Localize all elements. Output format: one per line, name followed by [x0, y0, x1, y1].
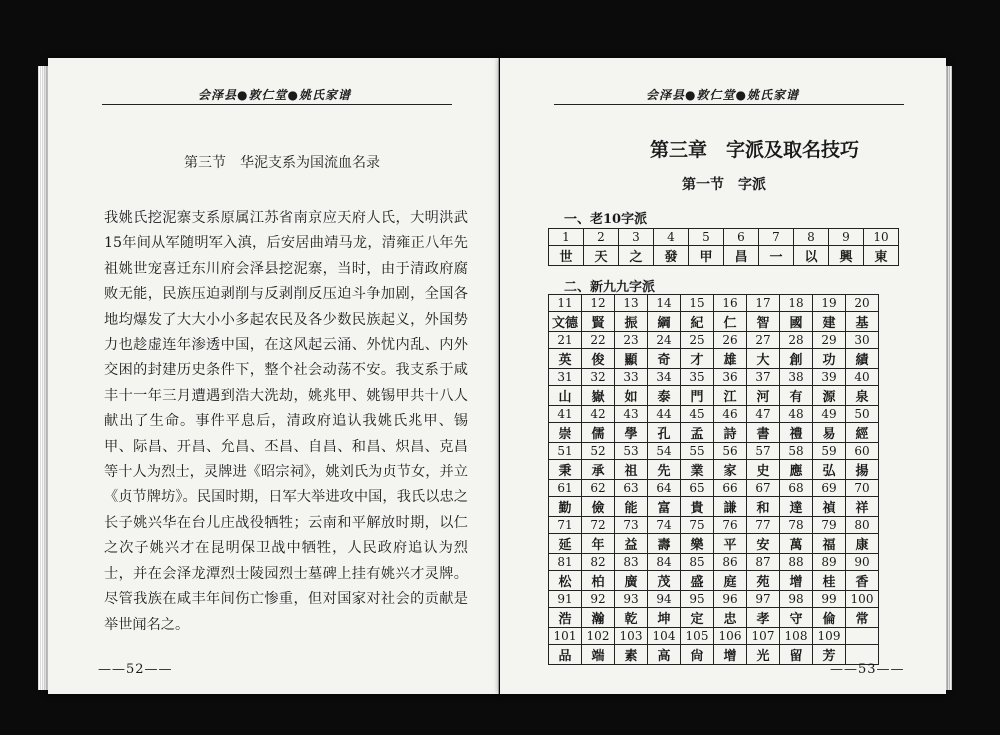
body-text — [104, 206, 468, 638]
number-cell: 98 — [780, 591, 813, 608]
character-cell: 奇 — [648, 349, 681, 369]
number-cell: 17 — [747, 295, 780, 312]
page-header: 会泽县●敦仁堂●姚氏家谱 — [646, 88, 799, 102]
number-cell: 4 — [654, 229, 689, 246]
number-cell: 23 — [615, 332, 648, 349]
character-cell: 儒 — [582, 423, 615, 443]
character-cell: 振 — [615, 312, 648, 332]
character-cell: 廣 — [615, 571, 648, 591]
character-cell: 詩 — [714, 423, 747, 443]
number-row — [549, 406, 879, 423]
number-cell: 43 — [615, 406, 648, 423]
character-cell: 盛 — [681, 571, 714, 591]
character-row — [549, 386, 879, 406]
number-cell: 1 — [549, 229, 584, 246]
header-rule — [102, 104, 452, 105]
number-cell: 33 — [615, 369, 648, 386]
number-cell: 66 — [714, 480, 747, 497]
number-cell: 61 — [549, 480, 582, 497]
character-cell: 尙 — [681, 645, 714, 665]
number-row — [549, 443, 879, 460]
number-cell: 77 — [747, 517, 780, 534]
character-cell: 山 — [549, 386, 582, 406]
number-cell: 16 — [714, 295, 747, 312]
paragraph: 我姚氏挖泥寨支系原属江苏省南京应天府人氏，大明洪武15年间从军随明军入滇，后安居曲靖马龙，清雍正八年先祖姚世宠喜迁东川府会泽县挖泥寨，当时，由于清政府腐败无能，民族压迫剥削与反剥削反压迫斗争加剧，全国各地均爆发了大大小小多起农民及各少数民族起义，外国势力也趁虚连年渗透中国，在这风起云涌、外忧内乱、内外交困的封建历史条件下，整个社会动荡不安。我支系于咸丰十一年三月遭遇到浩大洗劫，姚兆甲、姚锡甲共十八人献出了生命。事件平息后，清政府追认我姚氏兆甲、锡甲、际昌、开昌、允昌、丕昌、自昌、和昌、炽昌、克昌等十人为烈士，灵牌进《昭宗祠》，姚刘氏为贞节女，并立《贞节牌坊》。民国时期，日军大举进攻中国，我氏以忠之长子姚兴华在台儿庄战役牺牲；云南和平解放时期，以仁之次子姚兴才在昆明保卫战中牺牲，人民政府追认为烈士，并在会泽龙潭烈士陵园烈士墓碑上挂有姚兴才灵牌。尽管我族在咸丰年间伤亡惨重，但对国家对社会的贡献是举世闻名之。 — [104, 210, 468, 633]
character-cell: 樂 — [681, 534, 714, 554]
character-cell: 仁 — [714, 312, 747, 332]
number-cell: 53 — [615, 443, 648, 460]
character-cell: 庭 — [714, 571, 747, 591]
character-cell: 學 — [615, 423, 648, 443]
number-cell: 2 — [584, 229, 619, 246]
number-row — [549, 591, 879, 608]
number-cell: 5 — [689, 229, 724, 246]
number-cell: 107 — [747, 628, 780, 645]
character-cell: 高 — [648, 645, 681, 665]
number-cell: 60 — [846, 443, 879, 460]
number-cell: 27 — [747, 332, 780, 349]
character-cell: 一 — [759, 246, 794, 266]
number-cell: 108 — [780, 628, 813, 645]
character-cell: 茂 — [648, 571, 681, 591]
character-cell: 英 — [549, 349, 582, 369]
number-cell: 84 — [648, 554, 681, 571]
number-cell: 73 — [615, 517, 648, 534]
number-cell: 25 — [681, 332, 714, 349]
new-generation-label: 二、新九九字派 — [564, 280, 656, 295]
right-page — [500, 58, 946, 694]
header-rule — [554, 104, 904, 105]
number-cell: 81 — [549, 554, 582, 571]
number-cell: 74 — [648, 517, 681, 534]
character-cell: 建 — [813, 312, 846, 332]
character-row — [549, 534, 879, 554]
number-cell: 38 — [780, 369, 813, 386]
number-cell: 87 — [747, 554, 780, 571]
number-cell: 94 — [648, 591, 681, 608]
character-cell: 發 — [654, 246, 689, 266]
character-cell: 易 — [813, 423, 846, 443]
character-cell: 先 — [648, 460, 681, 480]
character-cell: 桂 — [813, 571, 846, 591]
character-cell: 承 — [582, 460, 615, 480]
number-row — [549, 295, 879, 312]
number-cell: 97 — [747, 591, 780, 608]
number-cell: 88 — [780, 554, 813, 571]
character-cell: 柏 — [582, 571, 615, 591]
number-cell: 6 — [724, 229, 759, 246]
character-cell: 禮 — [780, 423, 813, 443]
character-cell: 平 — [714, 534, 747, 554]
character-cell: 嶽 — [582, 386, 615, 406]
character-cell: 福 — [813, 534, 846, 554]
character-row — [549, 349, 879, 369]
character-cell: 留 — [780, 645, 813, 665]
character-row — [549, 497, 879, 517]
character-cell: 常 — [846, 608, 879, 628]
character-row — [549, 423, 879, 443]
number-cell: 86 — [714, 554, 747, 571]
character-cell: 秉 — [549, 460, 582, 480]
character-cell: 賢 — [582, 312, 615, 332]
number-cell: 78 — [780, 517, 813, 534]
chapter-title: 第三章 字派及取名技巧 — [650, 139, 860, 161]
number-row — [549, 332, 879, 349]
character-cell: 紀 — [681, 312, 714, 332]
number-cell: 41 — [549, 406, 582, 423]
character-cell: 如 — [615, 386, 648, 406]
number-cell: 92 — [582, 591, 615, 608]
number-cell: 42 — [582, 406, 615, 423]
number-cell: 85 — [681, 554, 714, 571]
character-cell: 應 — [780, 460, 813, 480]
number-cell: 32 — [582, 369, 615, 386]
character-cell: 崇 — [549, 423, 582, 443]
number-cell — [846, 628, 879, 645]
character-cell: 基 — [846, 312, 879, 332]
character-cell: 素 — [615, 645, 648, 665]
number-cell: 28 — [780, 332, 813, 349]
character-cell: 書 — [747, 423, 780, 443]
character-cell: 瀚 — [582, 608, 615, 628]
number-cell: 103 — [615, 628, 648, 645]
number-cell: 35 — [681, 369, 714, 386]
number-cell: 65 — [681, 480, 714, 497]
number-cell: 82 — [582, 554, 615, 571]
character-cell: 孝 — [747, 608, 780, 628]
page-number: ——52—— — [98, 662, 173, 677]
number-cell: 104 — [648, 628, 681, 645]
character-cell: 業 — [681, 460, 714, 480]
character-cell: 史 — [747, 460, 780, 480]
old-generation-label: 一、老10字派 — [564, 212, 648, 227]
number-cell: 56 — [714, 443, 747, 460]
number-cell: 22 — [582, 332, 615, 349]
number-cell: 90 — [846, 554, 879, 571]
character-cell: 延 — [549, 534, 582, 554]
character-cell: 創 — [780, 349, 813, 369]
number-cell: 31 — [549, 369, 582, 386]
number-cell: 30 — [846, 332, 879, 349]
new-generation-table — [548, 294, 879, 665]
character-cell: 綱 — [648, 312, 681, 332]
character-cell: 年 — [582, 534, 615, 554]
character-cell: 品 — [549, 645, 582, 665]
character-cell: 謙 — [714, 497, 747, 517]
number-cell: 9 — [829, 229, 864, 246]
character-cell: 孟 — [681, 423, 714, 443]
number-cell: 70 — [846, 480, 879, 497]
character-cell: 泰 — [648, 386, 681, 406]
character-cell: 之 — [619, 246, 654, 266]
character-cell: 祖 — [615, 460, 648, 480]
character-cell: 定 — [681, 608, 714, 628]
number-cell: 95 — [681, 591, 714, 608]
number-cell: 59 — [813, 443, 846, 460]
number-cell: 99 — [813, 591, 846, 608]
number-cell: 62 — [582, 480, 615, 497]
number-cell: 13 — [615, 295, 648, 312]
number-cell: 52 — [582, 443, 615, 460]
number-cell: 50 — [846, 406, 879, 423]
number-row — [549, 369, 879, 386]
number-cell: 49 — [813, 406, 846, 423]
character-cell: 俊 — [582, 349, 615, 369]
character-cell: 門 — [681, 386, 714, 406]
number-cell: 3 — [619, 229, 654, 246]
character-cell: 揚 — [846, 460, 879, 480]
number-cell: 37 — [747, 369, 780, 386]
number-cell: 100 — [846, 591, 879, 608]
character-cell: 達 — [780, 497, 813, 517]
character-cell: 世 — [549, 246, 584, 266]
character-cell: 增 — [714, 645, 747, 665]
number-cell: 55 — [681, 443, 714, 460]
number-cell: 20 — [846, 295, 879, 312]
number-cell: 51 — [549, 443, 582, 460]
character-cell: 雄 — [714, 349, 747, 369]
character-cell: 功 — [813, 349, 846, 369]
number-row — [549, 628, 879, 645]
number-cell: 14 — [648, 295, 681, 312]
number-cell: 68 — [780, 480, 813, 497]
number-cell: 96 — [714, 591, 747, 608]
character-cell: 香 — [846, 571, 879, 591]
character-cell: 浩 — [549, 608, 582, 628]
character-cell: 江 — [714, 386, 747, 406]
character-cell: 有 — [780, 386, 813, 406]
character-cell: 苑 — [747, 571, 780, 591]
character-cell: 興 — [829, 246, 864, 266]
number-cell: 80 — [846, 517, 879, 534]
character-cell: 智 — [747, 312, 780, 332]
character-cell: 河 — [747, 386, 780, 406]
character-cell: 勤 — [549, 497, 582, 517]
number-cell: 54 — [648, 443, 681, 460]
number-cell: 75 — [681, 517, 714, 534]
character-cell: 益 — [615, 534, 648, 554]
character-cell: 經 — [846, 423, 879, 443]
number-cell: 39 — [813, 369, 846, 386]
page-number: ——53—— — [830, 662, 905, 677]
number-cell: 44 — [648, 406, 681, 423]
character-cell: 昌 — [724, 246, 759, 266]
left-page — [48, 58, 499, 694]
number-cell: 7 — [759, 229, 794, 246]
character-row — [549, 460, 879, 480]
character-cell: 光 — [747, 645, 780, 665]
character-cell: 文德 — [549, 312, 582, 332]
number-cell: 67 — [747, 480, 780, 497]
number-row — [549, 554, 879, 571]
character-cell: 弘 — [813, 460, 846, 480]
character-cell: 績 — [846, 349, 879, 369]
number-cell: 26 — [714, 332, 747, 349]
number-cell: 83 — [615, 554, 648, 571]
old-generation-table — [548, 228, 899, 266]
character-cell: 和 — [747, 497, 780, 517]
character-cell: 甲 — [689, 246, 724, 266]
number-cell: 72 — [582, 517, 615, 534]
character-cell: 以 — [794, 246, 829, 266]
character-cell: 富 — [648, 497, 681, 517]
character-cell: 國 — [780, 312, 813, 332]
number-cell: 109 — [813, 628, 846, 645]
character-cell: 康 — [846, 534, 879, 554]
character-cell: 守 — [780, 608, 813, 628]
character-cell: 萬 — [780, 534, 813, 554]
character-cell: 端 — [582, 645, 615, 665]
number-row — [549, 517, 879, 534]
number-cell: 45 — [681, 406, 714, 423]
number-cell: 63 — [615, 480, 648, 497]
character-row — [549, 312, 879, 332]
character-cell: 忠 — [714, 608, 747, 628]
character-cell: 乾 — [615, 608, 648, 628]
character-cell: 天 — [584, 246, 619, 266]
section-title: 第三节 华泥支系为国流血名录 — [184, 155, 380, 171]
number-cell: 40 — [846, 369, 879, 386]
number-cell: 10 — [864, 229, 899, 246]
number-cell: 11 — [549, 295, 582, 312]
character-cell: 松 — [549, 571, 582, 591]
character-cell: 源 — [813, 386, 846, 406]
number-cell: 21 — [549, 332, 582, 349]
number-cell: 19 — [813, 295, 846, 312]
number-cell: 102 — [582, 628, 615, 645]
character-row — [549, 645, 879, 665]
character-cell: 才 — [681, 349, 714, 369]
character-row — [549, 571, 879, 591]
number-cell: 89 — [813, 554, 846, 571]
number-cell: 91 — [549, 591, 582, 608]
number-cell: 29 — [813, 332, 846, 349]
number-cell: 76 — [714, 517, 747, 534]
character-cell: 貴 — [681, 497, 714, 517]
section-title: 第一节 字派 — [682, 177, 766, 193]
number-cell: 64 — [648, 480, 681, 497]
number-cell: 34 — [648, 369, 681, 386]
character-cell: 禎 — [813, 497, 846, 517]
number-cell: 36 — [714, 369, 747, 386]
character-cell: 大 — [747, 349, 780, 369]
number-cell: 101 — [549, 628, 582, 645]
number-cell: 47 — [747, 406, 780, 423]
number-cell: 24 — [648, 332, 681, 349]
number-cell: 48 — [780, 406, 813, 423]
character-cell: 安 — [747, 534, 780, 554]
character-cell: 東 — [864, 246, 899, 266]
character-cell: 倫 — [813, 608, 846, 628]
number-cell: 105 — [681, 628, 714, 645]
number-cell: 12 — [582, 295, 615, 312]
number-cell: 58 — [780, 443, 813, 460]
character-cell: 坤 — [648, 608, 681, 628]
character-cell: 泉 — [846, 386, 879, 406]
character-cell: 芳 — [813, 645, 846, 665]
character-row — [549, 608, 879, 628]
number-cell: 15 — [681, 295, 714, 312]
page-header: 会泽县●敦仁堂●姚氏家谱 — [198, 88, 351, 102]
number-cell: 106 — [714, 628, 747, 645]
number-cell: 57 — [747, 443, 780, 460]
character-cell: 增 — [780, 571, 813, 591]
number-cell: 46 — [714, 406, 747, 423]
character-cell: 壽 — [648, 534, 681, 554]
character-cell: 能 — [615, 497, 648, 517]
number-cell: 71 — [549, 517, 582, 534]
number-cell: 8 — [794, 229, 829, 246]
character-cell: 祥 — [846, 497, 879, 517]
number-cell: 93 — [615, 591, 648, 608]
number-row — [549, 480, 879, 497]
character-cell: 孔 — [648, 423, 681, 443]
number-cell: 18 — [780, 295, 813, 312]
character-cell: 儉 — [582, 497, 615, 517]
number-cell: 69 — [813, 480, 846, 497]
character-cell: 家 — [714, 460, 747, 480]
character-cell: 顯 — [615, 349, 648, 369]
number-cell: 79 — [813, 517, 846, 534]
